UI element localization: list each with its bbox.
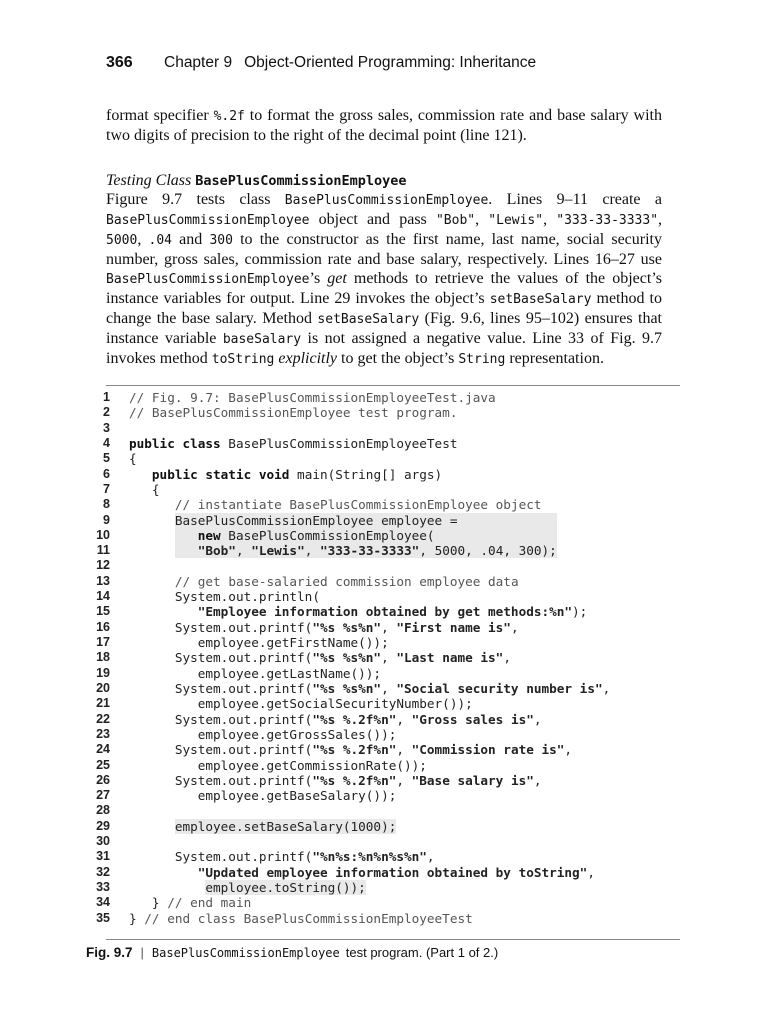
code-line — [86, 574, 686, 589]
text-run: format specifier — [106, 107, 214, 124]
code-string: "%s %s%n" — [312, 619, 382, 635]
code-token: , — [235, 543, 252, 559]
line-number: 16 — [96, 619, 110, 634]
code-text — [129, 467, 442, 482]
inline-code: "Bob" — [435, 213, 476, 228]
code-line — [86, 849, 686, 864]
line-number: 9 — [103, 512, 110, 527]
code-line — [86, 681, 686, 696]
code-token — [129, 865, 198, 880]
code-token: , — [426, 849, 435, 865]
code-comment: // Fig. 9.7: BasePlusCommissionEmployeeTest.java — [129, 390, 496, 405]
line-number: 15 — [96, 604, 110, 619]
code-keyword: public static void — [151, 466, 290, 482]
figure-label: Fig. 9.7 — [86, 945, 133, 960]
line-number: 11 — [96, 543, 110, 558]
line-number: 14 — [96, 589, 110, 604]
caption-class-name: BasePlusCommissionEmployee — [151, 946, 340, 960]
code-text — [129, 513, 473, 528]
code-highlight: employee.toString()); — [205, 880, 366, 895]
code-text — [129, 727, 396, 742]
text-run: is not assigned a negative value. Line 33 of Fig. 9.7 invokes method — [106, 330, 662, 367]
line-number: 23 — [96, 726, 110, 741]
inline-code: baseSalary — [222, 332, 302, 347]
code-token: , — [510, 619, 519, 635]
line-number: 25 — [96, 757, 110, 772]
line-number: 7 — [103, 481, 110, 496]
code-text — [129, 742, 572, 757]
line-number: 20 — [96, 680, 110, 695]
line-number: 6 — [103, 466, 110, 481]
code-string: "%n%s:%n%n%s%n" — [312, 849, 427, 865]
code-text — [129, 482, 160, 497]
line-number: 4 — [103, 435, 110, 450]
inline-code: "Lewis" — [488, 213, 544, 228]
code-line — [86, 497, 686, 512]
code-token — [129, 528, 198, 543]
inline-code: .04 — [148, 233, 172, 248]
code-line — [86, 712, 686, 727]
code-token: } — [129, 895, 168, 911]
code-comment: // BasePlusCommissionEmployee test program. — [129, 405, 458, 421]
code-line — [86, 911, 686, 926]
line-number: 5 — [103, 451, 110, 466]
section-subheading — [106, 172, 407, 190]
code-string: "Gross sales is" — [411, 711, 534, 727]
code-text — [129, 911, 473, 926]
inline-code: BasePlusCommissionEmployee — [106, 213, 310, 228]
code-line — [86, 390, 686, 405]
code-text — [129, 880, 366, 895]
code-token: employee.getFirstName()); — [129, 635, 389, 650]
chapter-title: Object-Oriented Programming: Inheritance — [244, 54, 537, 71]
line-number: 17 — [96, 635, 110, 649]
code-text — [129, 758, 427, 773]
code-text — [129, 666, 381, 681]
line-number: 27 — [96, 788, 110, 803]
code-token: employee.getLastName()); — [129, 665, 382, 681]
code-token — [129, 497, 175, 512]
code-text — [129, 604, 587, 619]
code-line — [86, 513, 686, 528]
code-token: , — [381, 680, 397, 696]
inline-code: "333-33-3333" — [556, 213, 659, 228]
code-token: ); — [572, 604, 588, 620]
code-line — [86, 589, 686, 604]
inline-code: BasePlusCommissionEmployee — [284, 193, 489, 208]
line-number: 10 — [96, 527, 110, 542]
code-line — [86, 880, 686, 895]
code-string: "Lewis" — [251, 543, 305, 559]
code-token — [129, 574, 175, 589]
inline-code: toString — [211, 352, 275, 367]
code-token: , — [533, 772, 542, 788]
code-text — [129, 543, 557, 558]
page-number: 366 — [106, 54, 133, 71]
code-token: System.out.printf( — [129, 711, 313, 727]
code-token: System.out.printf( — [129, 680, 313, 696]
code-token: employee.getBaseSalary()); — [129, 788, 397, 804]
code-keyword: new — [197, 527, 221, 543]
code-token: , — [602, 680, 611, 696]
chapter-label: Chapter 9 — [164, 54, 233, 71]
code-string: "Employee information obtained by get methods:%n" — [197, 604, 573, 620]
code-string: "First name is" — [396, 619, 511, 635]
line-number: 28 — [96, 803, 110, 818]
code-comment: // instantiate BasePlusCommissionEmployee object — [174, 497, 542, 513]
code-line — [86, 543, 686, 558]
code-token: System.out.printf( — [129, 650, 313, 666]
code-string: "Updated employee information obtained by toString" — [197, 864, 588, 880]
line-number: 3 — [103, 420, 110, 435]
text-run: method to change the base salary. Method — [106, 290, 662, 327]
code-line — [86, 451, 686, 466]
code-text — [129, 635, 389, 650]
subheading-prefix: Testing Class — [106, 172, 196, 189]
code-token: , — [533, 711, 542, 727]
code-token: , — [381, 619, 397, 635]
line-number: 33 — [96, 880, 110, 894]
code-text — [129, 589, 320, 604]
line-number: 22 — [96, 711, 110, 726]
code-text — [129, 865, 595, 880]
text-run: , — [475, 211, 489, 228]
text-run: , — [137, 231, 149, 248]
code-string: "Base salary is" — [411, 772, 534, 788]
code-string: "%s %s%n" — [312, 650, 382, 666]
code-text — [129, 574, 519, 589]
inline-code: 5000 — [106, 233, 138, 248]
text-run: to get the object’s — [337, 350, 459, 367]
code-comment: // get base-salaried commission employee data — [174, 573, 519, 589]
caption-text: test program. (Part 1 of 2.) — [345, 945, 499, 960]
code-text — [129, 451, 137, 466]
code-line — [86, 696, 686, 711]
code-token: BasePlusCommissionEmployee employee = — [129, 512, 473, 528]
code-line — [86, 865, 686, 880]
code-text — [129, 405, 457, 420]
code-string: "%s %s%n" — [312, 680, 382, 696]
line-number: 24 — [96, 742, 110, 757]
text-run: object and pass — [309, 211, 436, 228]
code-line — [86, 803, 686, 818]
code-token: , 5000, .04, 300); — [419, 543, 557, 559]
line-number: 26 — [96, 772, 110, 787]
inline-code: setBaseSalary — [489, 292, 592, 307]
line-number: 1 — [103, 390, 110, 404]
code-text — [129, 436, 457, 451]
emphasis: get — [327, 270, 347, 287]
code-text — [129, 620, 519, 635]
code-string: "Commission rate is" — [411, 742, 565, 758]
code-text — [129, 681, 610, 696]
text-run: Figure 9.7 tests class — [106, 191, 285, 208]
code-token: main(String[] args) — [289, 466, 443, 482]
code-token: System.out.printf( — [129, 619, 313, 635]
code-line — [86, 666, 686, 681]
code-line — [86, 604, 686, 619]
code-token: employee.setBaseSalary(1000); — [129, 818, 397, 834]
code-comment: // end main — [167, 895, 252, 911]
code-line — [86, 436, 686, 451]
code-text — [129, 390, 496, 405]
line-number: 29 — [96, 818, 110, 833]
code-string: "Bob" — [197, 543, 236, 559]
code-text — [129, 788, 396, 803]
code-line — [86, 405, 686, 420]
code-token — [129, 880, 205, 895]
figure-caption — [86, 945, 498, 960]
text-run: ’s — [309, 270, 328, 287]
line-number: 13 — [96, 573, 110, 588]
code-token: employee.getCommissionRate()); — [129, 757, 427, 773]
code-token — [129, 543, 198, 558]
line-number: 12 — [96, 558, 110, 573]
code-text — [129, 895, 251, 910]
inline-code: String — [458, 352, 506, 367]
code-line — [86, 727, 686, 742]
inline-code: setBaseSalary — [317, 312, 420, 327]
code-token: { — [129, 451, 137, 467]
code-token — [129, 604, 198, 619]
code-line — [86, 895, 686, 910]
code-token: , — [587, 864, 595, 880]
code-token: , — [304, 543, 320, 559]
code-token: , — [503, 650, 511, 666]
line-number: 8 — [103, 497, 110, 512]
code-text — [129, 849, 435, 864]
line-number: 21 — [96, 696, 110, 711]
code-string: "Social security number is" — [396, 680, 603, 696]
code-token: System.out.println( — [129, 589, 320, 605]
code-text — [129, 773, 542, 788]
code-string: "333-33-3333" — [320, 543, 420, 559]
code-line — [86, 819, 686, 834]
code-line — [86, 635, 686, 650]
code-line — [86, 528, 686, 543]
text-run: and — [171, 231, 210, 248]
code-token: , — [396, 742, 412, 758]
code-line — [86, 650, 686, 665]
code-comment: // end class BasePlusCommissionEmployeeTest — [144, 910, 473, 926]
line-number: 32 — [96, 864, 110, 879]
text-run: , — [658, 211, 663, 228]
code-token: , — [396, 711, 412, 727]
code-listing — [86, 390, 686, 926]
code-text — [129, 819, 396, 834]
line-number: 35 — [96, 910, 110, 925]
text-run: , — [543, 211, 557, 228]
code-token: employee.getSocialSecurityNumber()); — [129, 696, 473, 712]
code-line — [86, 421, 686, 436]
code-token: , — [396, 772, 412, 788]
paragraph-testing-class — [106, 190, 662, 369]
line-number: 34 — [96, 895, 110, 910]
text-run: representation. — [505, 350, 604, 367]
code-text — [129, 712, 542, 727]
line-number: 31 — [96, 849, 110, 864]
emphasis: explicitly — [278, 350, 338, 367]
line-number: 2 — [103, 405, 110, 420]
text-run: . Lines 9–11 create a — [488, 191, 662, 208]
code-line — [86, 467, 686, 482]
listing-bottom-rule — [106, 939, 680, 940]
code-token: System.out.printf( — [129, 772, 313, 788]
code-text — [129, 528, 511, 543]
code-line — [86, 834, 686, 849]
inline-code: %.2f — [213, 109, 245, 124]
listing-top-rule — [106, 385, 680, 386]
code-string: "Last name is" — [396, 650, 504, 666]
line-number: 18 — [96, 650, 110, 665]
line-number: 30 — [96, 834, 110, 849]
caption-separator: | — [140, 945, 144, 960]
inline-code: BasePlusCommissionEmployee — [106, 272, 310, 287]
code-string: "%s %.2f%n" — [312, 711, 397, 727]
code-token: } — [129, 910, 145, 926]
code-line — [86, 742, 686, 757]
code-token: { — [129, 481, 160, 497]
code-token: employee.getGrossSales()); — [129, 726, 397, 742]
code-line — [86, 758, 686, 773]
text-run: to the constructor as the first name, last name, social security number, gross sales, commission rate and base salary, respectively. Lines 16–27 use — [106, 231, 663, 268]
code-token: , — [381, 650, 397, 666]
running-header — [106, 54, 536, 76]
code-token — [129, 467, 152, 482]
subheading-class-name: BasePlusCommissionEmployee — [195, 173, 407, 189]
code-token: BasePlusCommissionEmployee( — [220, 527, 511, 543]
text-run: methods to retrieve the values of the object’s instance variables for output. Line 29 invokes the object’s — [106, 270, 662, 307]
code-token: , — [564, 742, 573, 758]
code-token: System.out.printf( — [129, 742, 313, 758]
code-string: "%s %.2f%n" — [312, 742, 397, 758]
paragraph-format-specifier — [106, 106, 662, 145]
inline-code: 300 — [209, 233, 233, 248]
code-text — [129, 497, 542, 512]
code-line — [86, 558, 686, 573]
code-text — [129, 696, 473, 711]
code-line — [86, 788, 686, 803]
line-number: 19 — [96, 665, 110, 680]
code-token: System.out.printf( — [129, 849, 313, 865]
code-line — [86, 620, 686, 635]
code-text — [129, 650, 511, 665]
code-line — [86, 773, 686, 788]
text-run: to format the gross sales, commission rate and base salary with two digits of precision to the right of the decimal point (line 121). — [106, 107, 663, 144]
code-token: BasePlusCommissionEmployeeTest — [220, 435, 458, 451]
code-keyword: public class — [129, 435, 221, 451]
text-run: (Fig. 9.6, lines 95–102) ensures that instance variable — [106, 310, 663, 347]
code-string: "%s %.2f%n" — [312, 772, 397, 788]
code-line — [86, 482, 686, 497]
